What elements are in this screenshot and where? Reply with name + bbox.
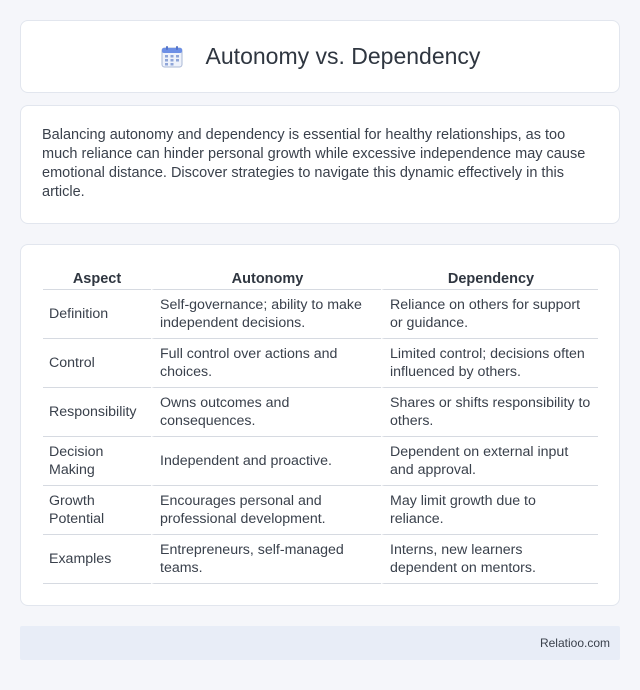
cell-aspect: Growth Potential bbox=[43, 486, 151, 535]
cell-dependency: Interns, new learners dependent on mentors. bbox=[381, 535, 598, 584]
table-row bbox=[43, 437, 598, 486]
cell-dependency: Reliance on others for support or guidance. bbox=[381, 290, 598, 339]
cell-autonomy: Self-governance; ability to make independent decisions. bbox=[151, 290, 381, 339]
comparison-table-card bbox=[20, 244, 620, 606]
title-wrap bbox=[160, 43, 481, 70]
cell-autonomy: Owns outcomes and consequences. bbox=[151, 388, 381, 437]
intro-text: Balancing autonomy and dependency is essential for healthy relationships, as too much reliance can hinder personal growth while excessive independence may cause emotional distance. Discover strategies to navigate this dynamic effectively in this article. bbox=[42, 127, 586, 200]
cell-dependency: Dependent on external input and approval. bbox=[381, 437, 598, 486]
calendar-icon bbox=[160, 45, 184, 69]
column-header-aspect: Aspect bbox=[43, 265, 151, 290]
title-card bbox=[20, 20, 620, 93]
footer bbox=[20, 626, 620, 660]
cell-aspect: Control bbox=[43, 339, 151, 388]
table-row bbox=[43, 388, 598, 437]
table-row bbox=[43, 486, 598, 535]
intro-card bbox=[20, 105, 620, 224]
footer-brand[interactable]: Relatioo.com bbox=[539, 636, 610, 650]
cell-autonomy: Entrepreneurs, self-managed teams. bbox=[151, 535, 381, 584]
cell-autonomy: Encourages personal and professional development. bbox=[151, 486, 381, 535]
table-row bbox=[43, 290, 598, 339]
comparison-table bbox=[43, 265, 598, 584]
table-row bbox=[43, 535, 598, 584]
table-row bbox=[43, 339, 598, 388]
cell-aspect: Examples bbox=[43, 535, 151, 584]
table-header-row bbox=[43, 265, 598, 290]
cell-dependency: May limit growth due to reliance. bbox=[381, 486, 598, 535]
cell-dependency: Limited control; decisions often influenced by others. bbox=[381, 339, 598, 388]
cell-autonomy: Independent and proactive. bbox=[151, 437, 381, 486]
cell-autonomy: Full control over actions and choices. bbox=[151, 339, 381, 388]
cell-dependency: Shares or shifts responsibility to others. bbox=[381, 388, 598, 437]
column-header-autonomy: Autonomy bbox=[151, 265, 381, 290]
cell-aspect: Responsibility bbox=[43, 388, 151, 437]
column-header-dependency: Dependency bbox=[381, 265, 598, 290]
cell-aspect: Definition bbox=[43, 290, 151, 339]
page-title: Autonomy vs. Dependency bbox=[205, 43, 481, 69]
cell-aspect: Decision Making bbox=[43, 437, 151, 486]
